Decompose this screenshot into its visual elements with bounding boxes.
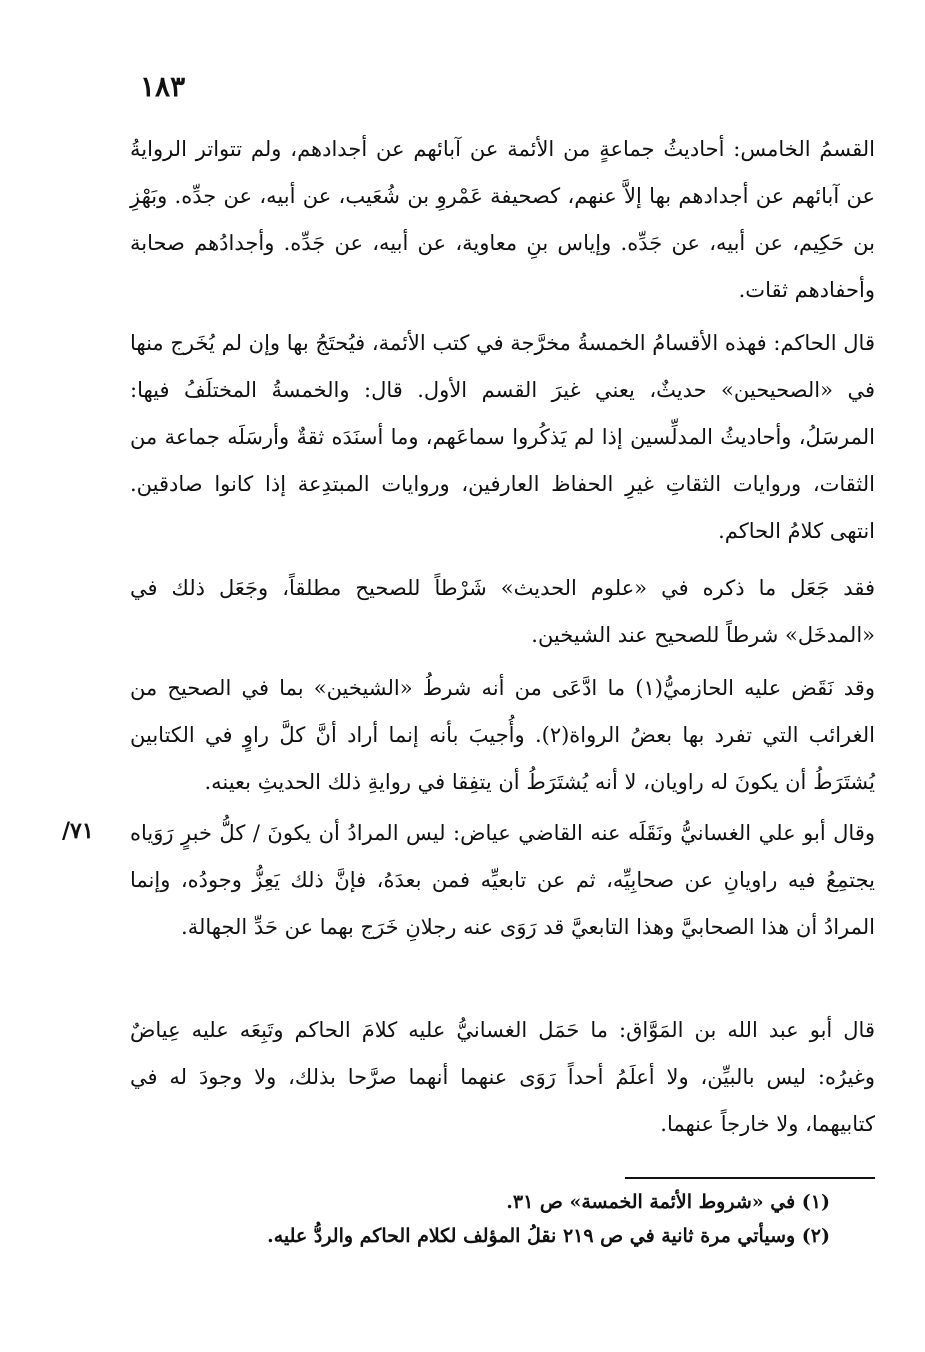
paragraph-hakim-statement: قال الحاكم: فهذه الأقسامُ الخمسةُ مخرَّجة في كتب الأئمة، فيُحتَجُ بها وإن لم يُخَرج منها في «الصحيحين» حديثٌ، يعني غيرَ القسم الأول. قال: والخمسةُ المختلَفُ فيها: المرسَلُ، وأحاديثُ المدلِّسين إذا لم يَذكُروا سماعَهم، وما أسنَدَه ثقةٌ وأرسَلَه جماعة من الثقات، وروايات الثقاتِ غيرِ الحفاظ العارفين، وروايات المبتدِعة إذا كانوا صادقين. انتهى كلامُ الحاكم.: [130, 331, 875, 543]
footnotes-section: [230, 1185, 830, 1253]
paragraph-ghassani: وقال أبو علي الغسانيُّ ونَقَلَه عنه القاضي عياض: ليس المرادُ أن يكونَ / كلُّ خبرٍ رَوَياه يجتمِعُ فيه راويانِ عن صحابِيِّه، ثم عن تابعيِّه فمن بعدَهُ، فإنَّ ذلك يَعِزُّ وجودُه، وإنما المرادُ أن هذا الصحابيَّ وهذا التابعيَّ قد رَوَى عنه رجلانِ خَرَج بهما عن حَدِّ الجهالة.: [130, 821, 875, 939]
paragraph-hazimi-objection: وقد نَقَض عليه الحازميُّ(١) ما ادَّعَى من أنه شرطُ «الشيخين» بما في الصحيح من الغرائب التي تفرد بها بعضُ الرواة(٢). وأُجيبَ بأنه إنما أراد أنَّ كلَّ راوٍ في الكتابين يُشتَرَطُ أن يكونَ له راويان، لا أنه يُشتَرَطُ أن يتفِقا في روايةِ ذلك الحديثِ بعينه.: [130, 676, 875, 794]
footnote-1: (١) في «شروط الأئمة الخمسة» ص ٣١.: [506, 1191, 830, 1213]
paragraph-ibn-mawwaq: قال أبو عبد الله بن المَوَّاق: ما حَمَل الغسانيُّ عليه كلامَ الحاكم وتَبِعَه عليه عِياضٌ وغيرُه: ليس بالبيِّن، ولا أعلَمُ أحداً رَوَى عنهما أنهما صرَّحا بذلك، ولا وجودَ له في كتابيهما، ولا خارجاً عنهما.: [130, 1018, 875, 1136]
footnote-divider: [625, 1177, 875, 1179]
paragraph-fifth-category: القسمُ الخامس: أحاديثُ جماعةٍ من الأئمة عن آبائهم عن أجدادهم، ولم تتواتر الروايةُ عن آبائهم عن أجدادهم بها إلاَّ عنهم، كصحيفة عَمْروِ بن شُعَيب، عن أبيه، عن جدِّه. وبَهْزِ بن حَكِيم، عن أبيه، عن جَدِّه. وإياس بنِ معاوية، عن أبيه، عن جَدِّه. وأجدادُهم صحابة وأحفادهم ثقات.: [130, 137, 876, 302]
margin-reference: ٧١/: [62, 818, 94, 844]
paragraph-condition: فقد جَعَل ما ذكره في «علوم الحديث» شَرْطاً للصحيح مطلقاً، وجَعَل ذلك في «المدخَل» شرطاً للصحيح عند الشيخين.: [130, 576, 875, 647]
footnote-2: (٢) وسيأتي مرة ثانية في ص ٢١٩ نقلُ المؤلف لكلام الحاكم والردُّ عليه.: [267, 1225, 830, 1247]
page-number: ١٨٣: [140, 70, 186, 103]
